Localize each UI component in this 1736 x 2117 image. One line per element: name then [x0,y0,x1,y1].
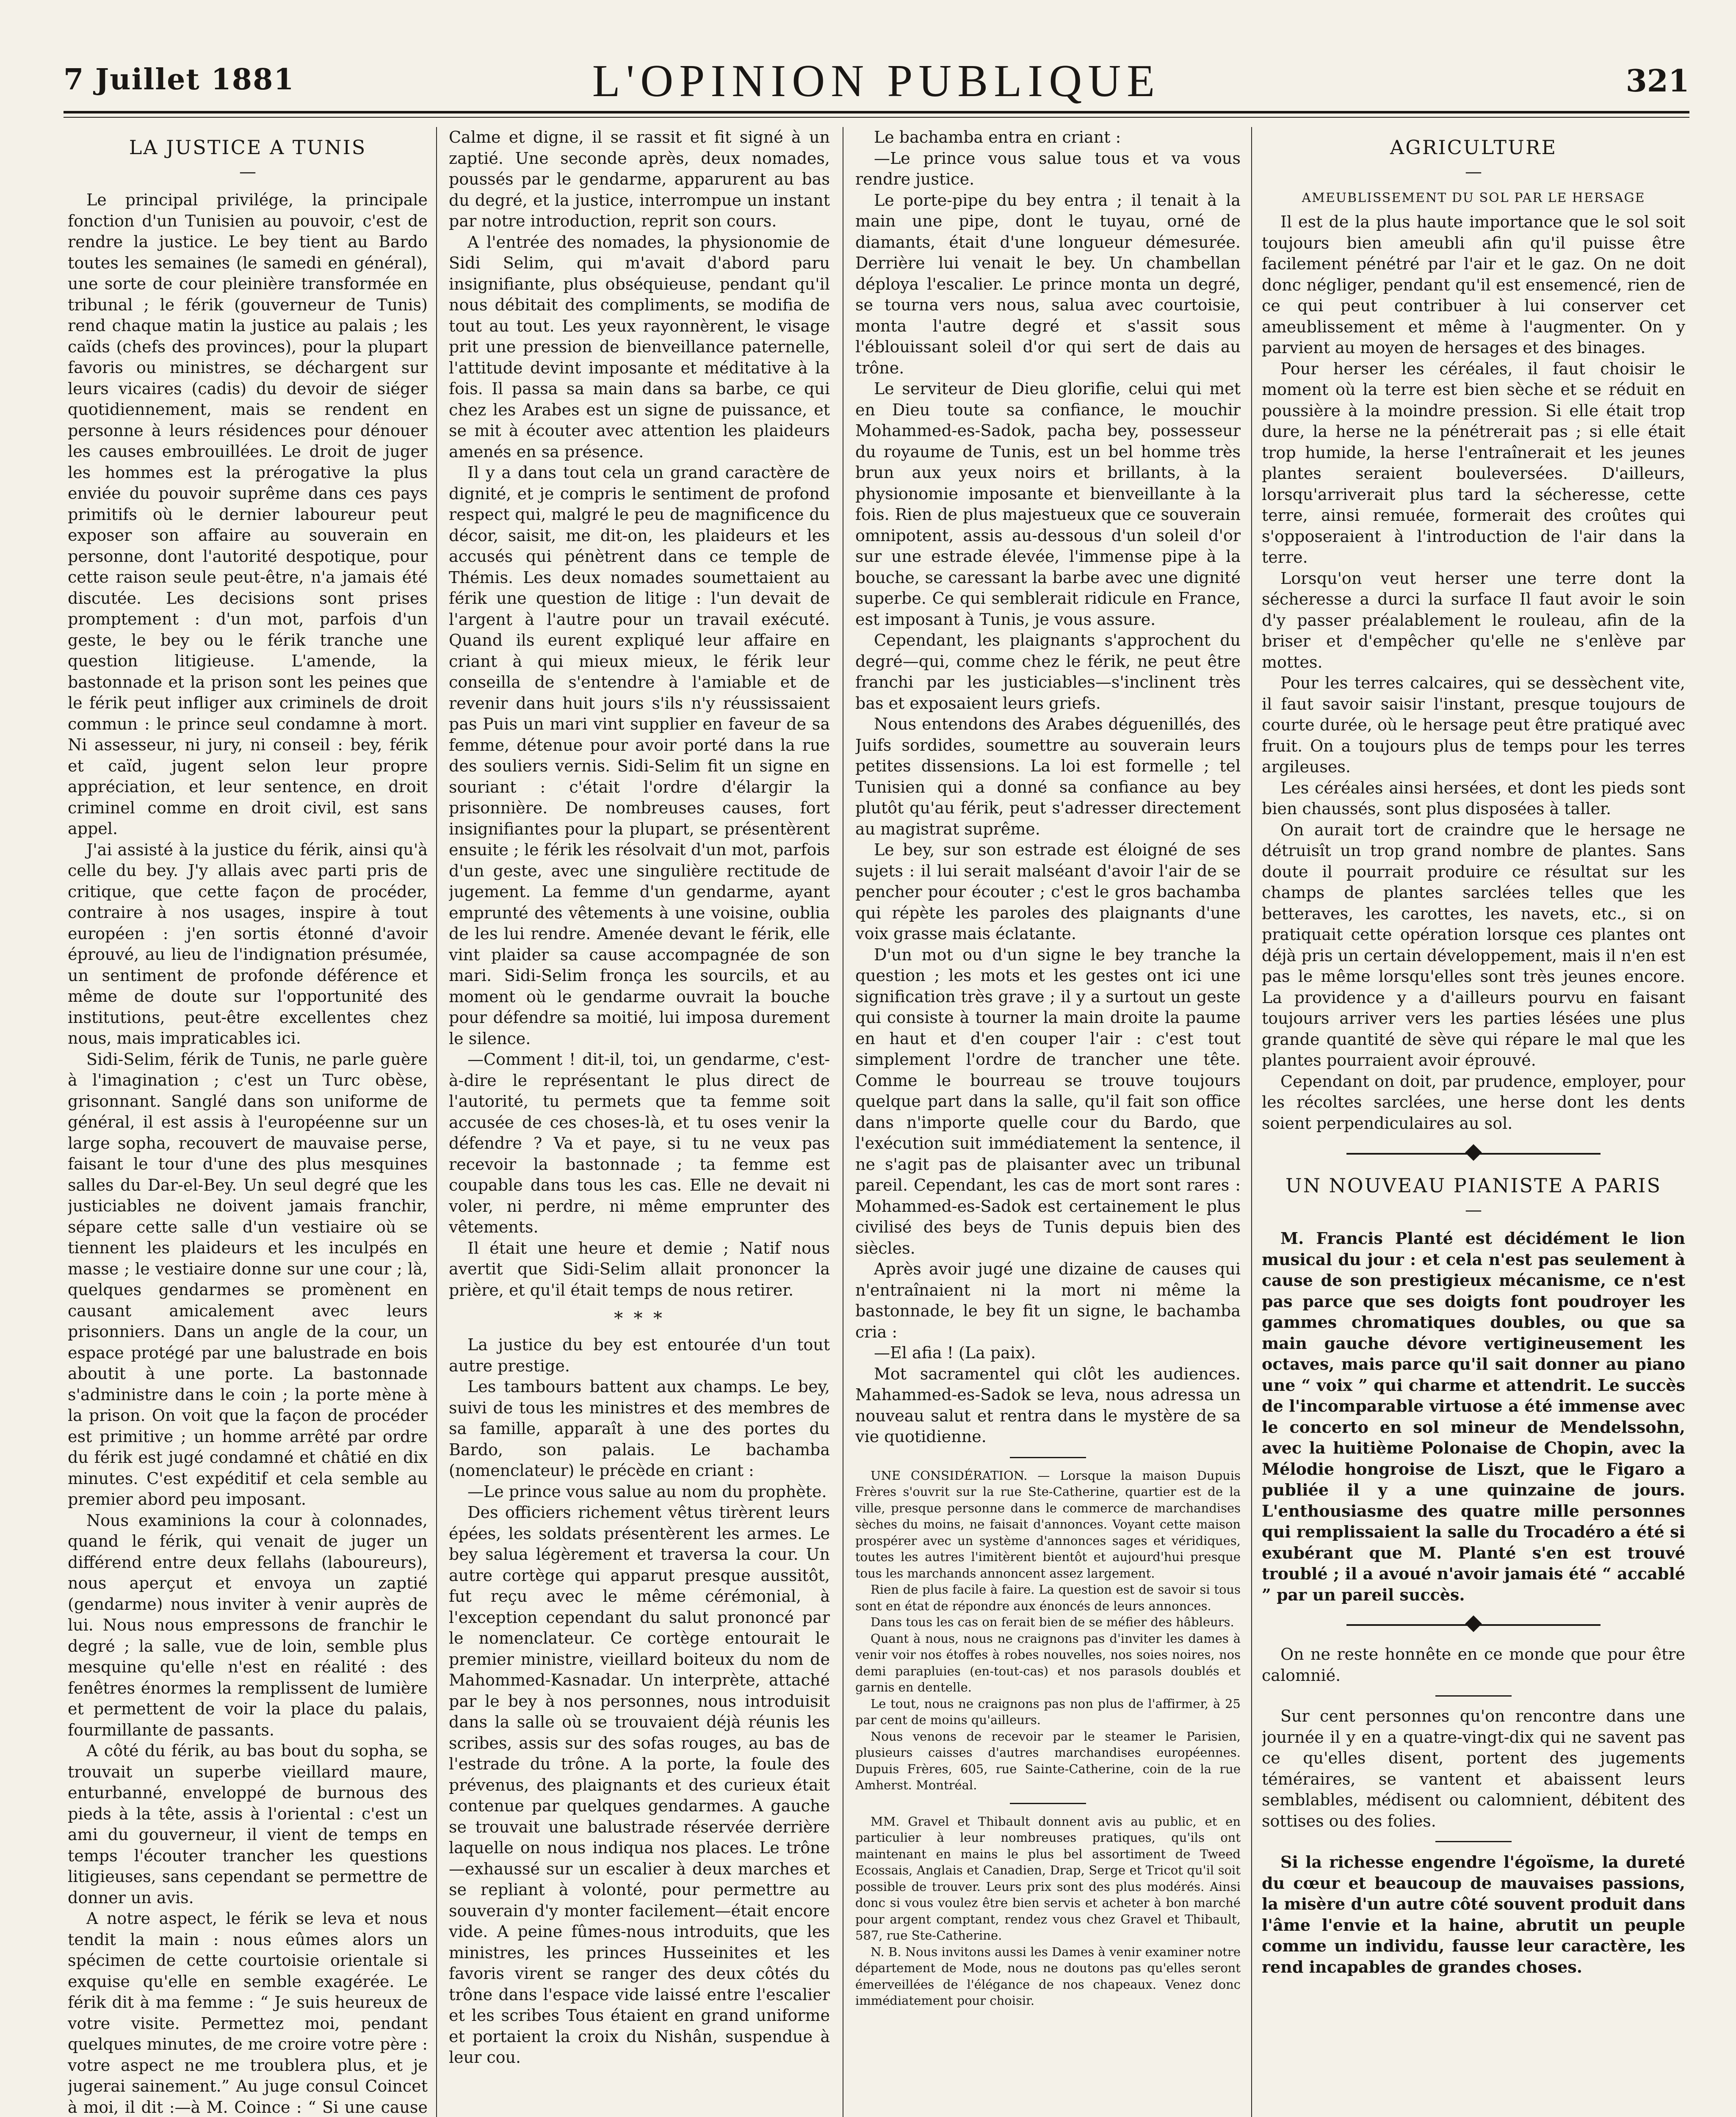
article-paragraph: La justice du bey est entourée d'un tout autre prestige. [449,1335,830,1375]
title-dash: — [1465,1200,1482,1220]
newspaper-title: L'OPINION PUBLIQUE [592,56,1161,106]
diamond-icon [1465,1615,1482,1632]
article-paragraph: Le principal privilége, la principale fonction d'un Tunisien au pouvoir, c'est de rendre la justice. Le bey tient au Bardo toutes les semaines (le samedi en général), une sorte de cour pleinière transformée en tribunal ; le férik (gouverneur de Tunis) rend chaque matin la justice au palais ; les caïds (chefs des provinces), pour la plupart favoris ou ministres, se déchargent sur leurs vicaires (cadis) du devoir de siéger quotidiennement, mais se rendent en personne à leurs résidences pour dénouer les causes embrouillées. Le droit de juger les hommes est la prérogative la plus enviée du pouvoir suprême dans ces pays primitifs où le dernier laboureur peut exposer son affaire au souverain en personne, dont l'autorité despotique, pour cette raison seule peut-être, n'a jamais été discutée. Les decisions sont prises promptement : d'un mot, parfois d'un geste, le bey ou le férik tranche une question litigieuse. L'amende, la bastonnade et la prison sont les peines que le férik peut infliger aux criminels de droit commun : le prince seul condamne à mort. Ni assesseur, ni jury, ni conseil : bey, férik et caïd, jugent selon leur propre appréciation, et leur sentence, en droit criminel comme en droit civil, est sans appel. [68,191,428,838]
article-paragraph: Cependant, les plaignants s'approchent du degré—qui, comme chez le férik, ne peut être franchi par les justiciables—s'inclinent très bas et exposaient leurs griefs. [855,631,1241,713]
article-paragraph: Après avoir jugé une dizaine de causes qui n'entraînaient ni la mort ni même la bastonnade, le bey fit un signe, le bachamba cria : [855,1260,1241,1341]
gravel-notice [855,1813,1241,2009]
article-paragraph: Le serviteur de Dieu glorifie, celui qui met en Dieu toute sa confiance, le mouchir Mohammed-es-Sadok, pacha bey, possesseur du royaume de Tunis, est un bel homme très brun aux yeux noirs et brillants, à la physionomie imposante et bienveillante à la fois. Rien de plus majestueux que ce souverain omnipotent, assis au-dessous d'un soleil d'or sur une estrade élevée, l'immense pipe à la bouche, se caressant la barbe avec une dignité superbe. Ce qui semblerait ridicule en France, est imposant à Tunis, je vous assure. [855,379,1241,629]
notice-separator [1010,1457,1086,1458]
article-title-agriculture: AGRICULTURE [1390,136,1557,159]
maxim: On ne reste honnête en ce monde que pour être calomnié. [1262,1645,1685,1685]
article-paragraph: Les céréales ainsi hersées, et dont les pieds sont bien chaussés, sont plus disposées à taller. [1262,778,1685,818]
article-title-pianist: UN NOUVEAU PIANISTE A PARIS [1285,1174,1662,1197]
column-divider [1251,127,1252,2117]
article-paragraph: On aurait tort de craindre que le hersage ne détruisît un trop grand nombre de plantes. Sans doute il pourrait produire ce résultat sur les champs de plantes sarclées telles que les betteraves, les carottes, les navets, etc., si on pratiquait cette opération lorsque ces plantes ont déjà pris un certain développement, mais il n'en est pas le même lorsqu'elles sont très jeunes encore. La providence y a d'ailleurs pourvu en faisant toujours arriver vers les parties lésées une plus grande quantité de sève qui répare le mal que les plantes pourraient avoir éprouvé. [1262,820,1685,1070]
article-paragraph: —Le prince vous salue tous et va vous rendre justice. [855,149,1241,188]
article-paragraph: —El afia ! (La paix). [874,1343,1036,1362]
dupuis-notice [855,1468,1241,1794]
column-2 [449,127,830,2117]
notice-separator [1010,1803,1086,1804]
article-paragraph: Mot sacramentel qui clôt les audiences. Mahammed-es-Sadok se leva, nous adressa un nouveau salut et rentra dans le mystère de sa vie quotidienne. [855,1364,1241,1446]
ornament-divider [1262,1145,1685,1162]
article-paragraph: Cependant on doit, par prudence, employer, pour les récoltes sarclées, une herse dont les dents soient perpendiculaires au sol. [1262,1072,1685,1133]
column-3 [855,127,1241,2117]
article-paragraph: Pour herser les céréales, il faut choisir le moment où la terre est bien sèche et se réduit en poussière à la moindre pression. Si elle était trop dure, la herse ne la pénétrerait pas ; si elle était trop humide, la herse l'entraînerait et les jeunes plantes seraient bouleversées. D'ailleurs, lorsqu'arriverait plus tard la sécheresse, cette terre, ainsi remuée, formerait des croûtes qui s'opposeraient à l'introduction de l'air dans la terre. [1262,359,1685,567]
article-paragraph: Le porte-pipe du bey entra ; il tenait à la main une pipe, dont le tuyau, orné de diamants, était d'une longueur démesurée. Derrière lui venait le bey. Un chambellan déploya l'escalier. Le prince monta un degré, se tourna vers nous, salua avec courtoisie, monta l'autre degré et s'assit sous l'éblouissant soleil d'or qui sert de dais au trône. [855,191,1241,377]
notice-paragraph: UNE CONSIDÉRATION. — Lorsque la maison Dupuis Frères s'ouvrit sur la rue Ste-Catherine, quartier est de la ville, presque personne dans le commerce de marchandises sèches du moins, ne faisait d'annonces. Voyant cette maison prospérer avec un système d'annonces sages et véridiques, toutes les autres l'imitèrent bientôt et aujourd'hui presque tous les marchands annoncent assez largement. [855,1468,1241,1581]
masthead [64,55,1689,106]
article-paragraph: M. Francis Planté est décidément le lion musical du jour : et cela n'est pas seulement à cause de son prestigieux mécanisme, ce n'est pas parce que ses doigts font poudroyer les gammes chromatiques doubles, ou que sa main gauche dévore vertigineusement les octaves, mais parce qu'il sait donner au piano une “ voix ” qui charme et attendrit. Le succès de l'incomparable virtuose a été immense avec le concerto en sol mineur de Mendelssohn, avec la huitième Polonaise de Chopin, avec la Mélodie hongroise de Liszt, que le Figaro a publiée il y a une quinzaine de jours. L'enthousiasme des quatre mille personnes qui remplissaient la salle du Trocadéro a été si exubérant que M. Planté s'en est trouvé troublé ; il a avoué n'avoir jamais été “ accablé ” par un pareil succès. [1262,1229,1685,1604]
article-title-justice: LA JUSTICE A TUNIS [129,136,367,159]
notice-paragraph: Quant à nous, nous ne craignons pas d'inviter les dames à venir voir nos étoffes à robes nouvelles, nos soies noires, nos demi parapluies (en-tout-cas) et nos parasols doublés et garnis en dentelle. [855,1631,1241,1694]
masthead-rule-thin [64,117,1689,118]
article-paragraph: —Le prince vous salue au nom du prophète. [467,1482,827,1501]
article-paragraph: Le bey, sur son estrade est éloigné de ses sujets : il lui serait malséant d'avoir l'air de se pencher pour écouter ; c'est le gros bachamba qui répète les paroles des plaignants d'une voix grasse mais éclatante. [855,840,1241,943]
article-paragraph: A l'entrée des nomades, la physionomie de Sidi Selim, qui m'avait d'abord paru insignifiante, plus obséquieuse, pendant qu'il nous débitait des compliments, se modifia de tout au tout. Les yeux rayonnèrent, le visage prit une pression de bienveillance paternelle, l'attitude devint imposante et méditative à la fois. Il passa sa main dans sa barbe, ce qui chez les Arabes est un signe de puissance, et se mit à écouter avec attention les plaideurs amenés en sa présence. [449,232,830,461]
article-paragraph: Calme et digne, il se rassit et fit signé à un zaptié. Une seconde après, deux nomades, poussés par le gendarme, apparurent au bas du degré, et la justice, interrompue un instant par notre introduction, reprit son cours. [449,128,830,230]
maxim: Si la richesse engendre l'égoïsme, la dureté du cœur et beaucoup de mauvaises passions, la misère d'un autre côté souvent produit dans l'âme l'envie et la haine, abrutit un peuple comme un individu, fausse leur caractère, les rend incapables de grandes choses. [1262,1852,1685,1976]
notice-paragraph: Dans tous les cas on ferait bien de se méfier des hâbleurs. [871,1615,1234,1629]
column-divider [436,127,437,2117]
issue-date: 7 Juillet 1881 [64,63,295,97]
title-dash: — [239,162,256,182]
title-dash: — [1465,162,1482,182]
article-paragraph: Pour les terres calcaires, qui se dessèchent vite, il faut savoir saisir l'instant, presque toujours de courte durée, où le hersage peut être pratiqué avec fruit. On a toujours plus de temps pour les terres argileuses. [1262,674,1685,776]
article-subtitle: AMEUBLISSEMENT DU SOL PAR LE HERSAGE [1302,191,1645,205]
maxim: Sur cent personnes qu'on rencontre dans une journée il y en a quatre-vingt-dix qui ne savent pas ce qu'elles disent, portent des jugements téméraires, se vantent et abaissent leurs semblables, médisent ou calomnient, débitent des sottises ou des folies. [1262,1707,1685,1830]
article-paragraph: Il est de la plus haute importance que le sol soit toujours bien ameubli afin qu'il puisse être facilement pénétré par l'air et le gaz. On ne doit donc négliger, pendant qu'il est ensemencé, rien de ce qui peut contribuer à lui conserver cet ameublissement et même à l'augmenter. On y parvient au moyen de hersages et des binages. [1262,213,1685,357]
article-paragraph: D'un mot ou d'un signe le bey tranche la question ; les mots et les gestes ont ici une signification très grave ; il y a surtout un geste qui consiste à tourner la main droite la paume en haut et d'en couper l'air : c'est tout simplement l'ordre de trancher une tête. Comme le bourreau se trouve toujours quelque part dans la salle, qu'il fait son office dans n'importe quelle cour du Bardo, que l'exécution suit immédiatement la sentence, il ne s'agit pas de plaisanter avec un tribunal pareil. Cependant, les cas de mort sont rares : Mohammed-es-Sadok est certainement le plus civilisé des beys de Tunis depuis bien des siècles. [855,945,1241,1257]
page-number: 321 [1625,63,1689,99]
article-paragraph: A côté du férik, au bas bout du sopha, se trouvait un superbe vieillard maure, enturbanné, enveloppé de burnous des pieds à la tête, assis à l'oriental : c'est un ami du gouverneur, il vient de temps en temps l'écouter trancher les questions litigieuses, sans cependant se permettre de donner un avis. [68,1741,428,1907]
diamond-icon [1465,1144,1482,1161]
article-paragraph: Il était une heure et demie ; Natif nous avertit que Sidi-Selim allait prononcer la prière, et qu'il était temps de nous retirer. [449,1238,830,1299]
notice-paragraph: MM. Gravel et Thibault donnent avis au public, et en particulier à leur nombreuses pratiques, qu'ils ont maintenant en mains le plus bel assortiment de Tweed Ecossais, Anglais et Canadien, Drap, Serge et Tricot qu'il soit possible de trouver. Leurs prix sont des plus modérés. Ainsi donc si vous voulez être bien servis et acheter à bon marché pour argent comptant, rendez vous chez Gravel et Thibault, 587, rue Ste-Catherine. [855,1814,1241,1943]
article-paragraph: Des officiers richement vêtus tirèrent leurs épées, les soldats présentèrent les armes. Le bey salua légèrement et traversa la cour. Un autre cortège qui apparut presque aussitôt, fut reçu avec le même cérémonial, à l'exception cependant du salut prononcé par le nomenclateur. Ce cortège entourait le premier ministre, vieillard boiteux du nom de Mahommed-Kasnadar. Un interprète, attaché par le bey à nos personnes, nous introduisit dans la salle où se trouvaient déjà réunis les scribes, assis sur des sofas rouges, au bas de l'estrade du trône. A la porte, la foule des prévenus, des plaignants et des curieux était contenue par quelques gendarmes. A gauche se trouvait une balustrade réservée derrière laquelle on nous indiqua nos places. Le trône—exhaussé sur un escalier à deux marches et se repliant à volonté, pour permettre au souverain d'y monter facilement—était encore vide. A peine fûmes-nous introduits, que les ministres, les princes Husseinites et les favoris virent se ranger des deux côtés du trône dans l'espace vide laissé entre l'escalier et les scribes Tous étaient en grand uniforme et portaient la croix du Nishân, suspendue à leur cou. [449,1503,830,2067]
column-1 [68,127,428,2117]
article-paragraph: J'ai assisté à la justice du férik, ainsi qu'à celle du bey. J'y allais avec parti pris de critique, que cette façon de procéder, contraire à nos usages, inspire à tout européen : j'en sortis étonné d'avoir éprouvé, au lieu de l'indignation présumée, un sentiment de profonde déférence et même de doute sur l'opportunité des institutions, peut-être excellentes chez nous, mais impraticables ici. [68,840,428,1047]
article-paragraph: Nous entendons des Arabes déguenillés, des Juifs sordides, soumettre au souverain leurs petites dissensions. La loi est formelle ; tel Tunisien qui a donné sa confiance au bey plutôt qu'au férik, peut s'adresser directement au magistrat suprême. [855,715,1241,838]
notice-paragraph: Rien de plus facile à faire. La question est de savoir si tous sont en état de répondre aux énoncés de leurs annonces. [855,1582,1241,1613]
article-paragraph: Nous examinions la cour à colonnades, quand le férik, qui venait de juger un différend entre deux fellahs (laboureurs), nous aperçut et envoya un zaptié (gendarme) nous inviter à venir auprès de lui. Nous nous empressons de franchir le degré ; la salle, vue de loin, semble plus mesquine qu'elle n'est en réalité : des fenêtres énormes la remplissent de lumière et permettent de voir la place du palais, fourmillante de passants. [68,1511,428,1739]
article-paragraph: Le bachamba entra en criant : [874,128,1121,146]
article-paragraph: Les tambours battent aux champs. Le bey, suivi de tous les ministres et des membres de sa famille, apparaît à une des portes du Bardo, son palais. Le bachamba (nomenclateur) le précède en criant : [449,1377,830,1480]
article-paragraph: A notre aspect, le férik se leva et nous tendit la main : nous eûmes alors un spécimen de cette courtoisie orientale si exquise qu'elle en semble exagérée. Le férik dit à ma femme : “ Je suis heureux de votre visite. Permettez moi, pendant quelques minutes, de me croire votre père : votre aspect ne me troublera plus, et je jugerai sainement.” Au juge consul Coincet à moi, il dit :—à M. Coince : “ Si une cause [68,1909,428,2117]
article-paragraph: —Comment ! dit-il, toi, un gendarme, c'est-à-dire le représentant le plus direct de l'autorité, tu permets que ta femme soit accusée de ces choses-là, et tu oses venir la défendre ? Va et paye, si tu ne veux pas recevoir la bastonnade ; ta femme est coupable dans tous les cas. Elle ne devait ni voler, ni perdre, ni même emprunter des vêtements. [449,1050,830,1236]
article-paragraph: Il y a dans tout cela un grand caractère de dignité, et je compris le sentiment de profond respect qui, malgré le peu de magnificence du décor, saisit, me dit-on, les plaideurs et les accusés qui pénètrent dans ce temple de Thémis. Les deux nomades soumettaient au férik une question de litige : l'un devait de l'argent à l'autre pour un travail exécuté. Quand ils eurent expliqué leur affaire en criant à qui mieux mieux, le férik leur conseilla de s'entendre à l'amiable et de revenir dans huit jours s'ils n'y réussissaient pas Puis un mari vint supplier en faveur de sa femme, détenue pour avoir porté dans la rue des souliers vernis. Sidi-Selim fit un signe en souriant : c'était l'ordre d'élargir la prisonnière. De nombreuses causes, fort insignifiantes pour la plupart, se présentèrent ensuite ; le férik les résolvait d'un mot, parfois d'un geste, avec une singulière rectitude de jugement. La femme d'un gendarme, ayant emprunté des vêtements à une voisine, oublia de les lui rendre. Amenée devant le férik, elle vint plaider sa cause accompagnée de son mari. Sidi-Selim fronça les sourcils, et au moment où le gendarme ouvrait la bouche pour défendre sa moitié, lui imposa durement le silence. [449,463,830,1048]
maxim-separator [1435,1695,1512,1697]
maxim-separator [1435,1841,1512,1842]
masthead-rule [64,111,1689,113]
notice-paragraph: Le tout, nous ne craignons pas non plus de l'affirmer, à 25 par cent de moins qu'ailleurs. [855,1696,1241,1727]
notice-paragraph: Nous venons de recevoir par le steamer le Parisien, plusieurs caisses d'autres marchandises européennes. Dupuis Frères, 605, rue Sainte-Catherine, coin de la rue Amherst. Montréal. [855,1729,1241,1792]
column-4 [1262,127,1685,2117]
article-paragraph: Lorsqu'on veut herser une terre dont la sécheresse a durci la surface Il faut avoir le soin d'y passer préalablement le rouleau, afin de la briser et d'empêcher qu'elle ne s'enlève par mottes. [1262,569,1685,672]
notice-paragraph: N. B. Nous invitons aussi les Dames à venir examiner notre département de Mode, nous ne doutons pas qu'elles seront émerveillées de l'élégance de nos chapeaux. Venez donc immédiatement pour choisir. [855,1944,1241,2008]
article-paragraph: Sidi-Selim, férik de Tunis, ne parle guère à l'imagination ; c'est un Turc obèse, grisonnant. Sanglé dans son uniforme de général, il est assis à l'européenne sur un large sopha, recouvert de mauvaise perse, faisant le tour d'une des plus mesquines salles du Dar-el-Bey. Un seul degré que les justiciables ne doivent jamais franchir, sépare cette salle d'un vestiaire où se tiennent les plaideurs et les inculpés en masse ; le vestiaire donne sur une cour ; là, quelques gendarmes se promènent en causant amicalement avec leurs prisonniers. Dans un angle de la cour, un espace protégé par une balustrade en bois aboutit à une porte. La bastonnade s'administre dans le coin ; la porte mène à la prison. On voit que la façon de procéder est primitive ; un homme arrêté par ordre du férik est jugé condamné et châtié en dix minutes. C'est expéditif et cela semble au premier abord peu imposant. [68,1050,428,1509]
section-asterism: * * * [614,1308,665,1329]
ornament-divider [1262,1616,1685,1633]
